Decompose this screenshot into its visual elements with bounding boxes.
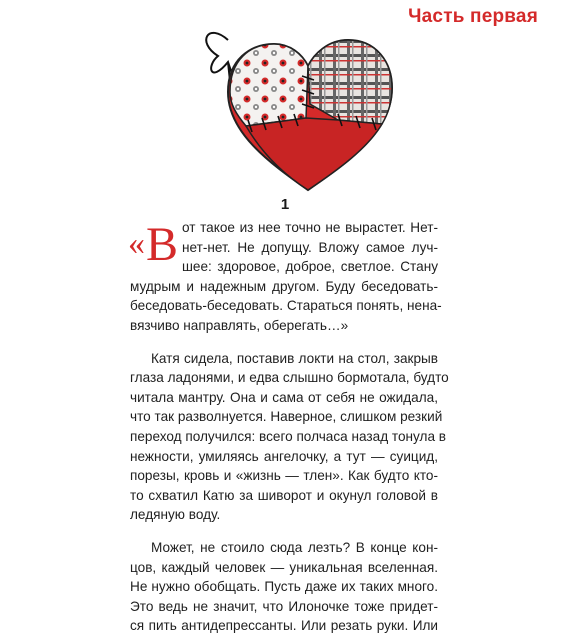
text-line: нежности, умиляясь ангелочку, а тут — суицид, xyxy=(130,448,438,464)
patchwork-heart-illustration xyxy=(188,22,428,194)
text-line: шее: здоровое, доброе, светлое. Стану xyxy=(182,259,438,275)
text-line: порезы, кровь и «жизнь — тлен». Как будто кто- xyxy=(130,468,438,484)
text-line: что так разволнуется. Наверное, слишком резкий xyxy=(130,409,443,425)
text-line: Это ведь не значит, что Илоночке тоже придет- xyxy=(130,598,438,614)
text-line: читала мантру. Она и сама от себя не ожидала, xyxy=(130,389,438,405)
third-paragraph xyxy=(130,538,438,636)
text-line: то схватил Катю за шиворот и окунул головой в xyxy=(130,487,438,503)
text-line: глаза ладонями, и едва слышно бормотала, будто xyxy=(130,370,449,386)
text-line: ледяную воду. xyxy=(130,507,221,523)
drop-cap-guillemet: « xyxy=(128,225,145,262)
first-paragraph xyxy=(128,218,442,336)
text-line: Катя сидела, поставив локти на стол, закрыв xyxy=(151,350,438,366)
text-line: Может, не стоило сюда лезть? В конце кон- xyxy=(151,539,438,555)
text-line: переход получился: всего полчаса назад тонула в xyxy=(130,428,447,444)
text-line: беседовать-беседовать. Стараться понять, нена- xyxy=(130,298,442,314)
drop-cap-letter: В xyxy=(146,218,179,271)
second-paragraph xyxy=(130,349,449,525)
text-line: нет-нет. Не допущу. Вложу самое луч- xyxy=(182,239,438,255)
text-line: вязчиво направлять, оберегать…» xyxy=(130,317,349,333)
text-line: цов, каждый человек — уникальная вселенная. xyxy=(130,559,438,575)
drop-cap xyxy=(128,220,178,269)
text-line: ся пить антидепрессанты. Или резать руки. Или xyxy=(130,618,438,634)
body-text xyxy=(128,218,449,636)
text-line: мудрым и надежным другом. Буду беседовать- xyxy=(130,278,438,294)
part-title: Часть первая xyxy=(408,6,538,27)
chapter-number: 1 xyxy=(280,196,290,213)
text-line: Не нужно обобщать. Пусть даже их таких много. xyxy=(130,579,438,595)
text-line: от такое из нее точно не вырастет. Нет- xyxy=(182,220,438,235)
